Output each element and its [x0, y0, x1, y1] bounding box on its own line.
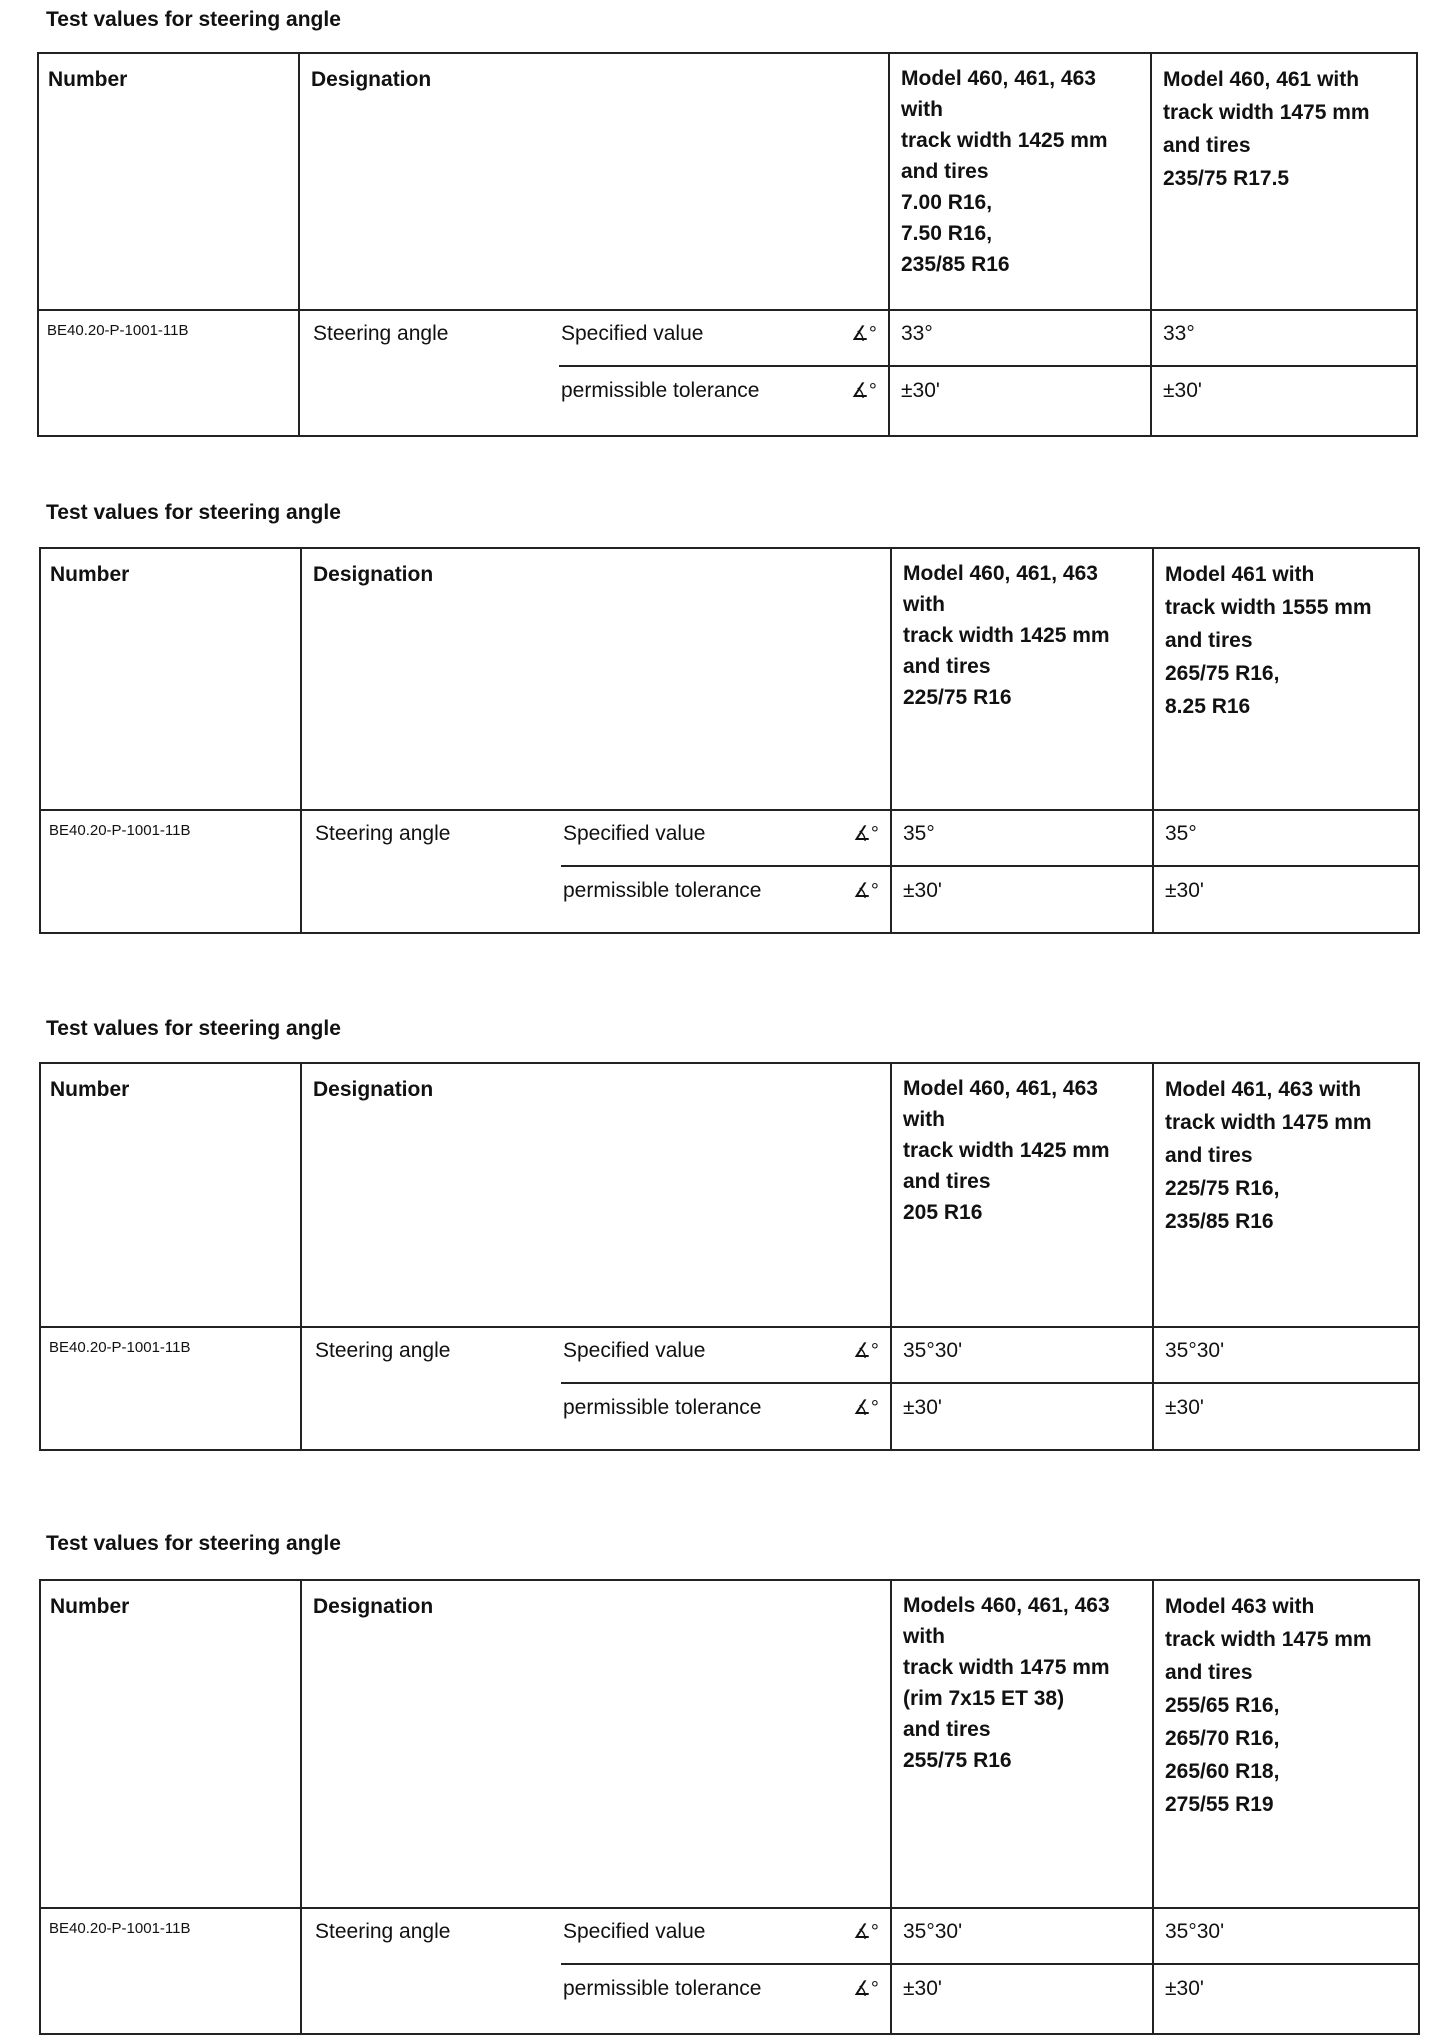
- header-number: Number: [50, 1078, 130, 1101]
- specified-value-label: Specified value: [563, 1920, 706, 1943]
- table-title: Test values for steering angle: [46, 501, 341, 524]
- specified-value-b: 35°30': [1165, 1339, 1225, 1362]
- specified-value-label: Specified value: [561, 322, 704, 345]
- specified-value-label: Specified value: [563, 1339, 706, 1362]
- designation-steering-angle: Steering angle: [315, 822, 451, 845]
- angle-icon: ∡°: [853, 823, 879, 845]
- header-designation: Designation: [313, 563, 434, 586]
- designation-steering-angle: Steering angle: [313, 322, 449, 345]
- tolerance-label: permissible tolerance: [561, 379, 760, 402]
- angle-icon: ∡°: [853, 1397, 879, 1419]
- angle-icon: ∡°: [851, 323, 877, 345]
- designation-steering-angle: Steering angle: [315, 1920, 451, 1943]
- tolerance-b: ±30': [1165, 1396, 1204, 1419]
- header-designation: Designation: [313, 1078, 434, 1101]
- specified-value-a: 33°: [901, 322, 933, 345]
- steering-angle-table: [39, 1062, 1420, 1451]
- header-designation: Designation: [311, 68, 432, 91]
- designation-steering-angle: Steering angle: [315, 1339, 451, 1362]
- tolerance-a: ±30': [903, 1977, 942, 2000]
- tolerance-a: ±30': [901, 379, 940, 402]
- specified-value-b: 35°30': [1165, 1920, 1225, 1943]
- header-designation: Designation: [313, 1595, 434, 1618]
- tolerance-b: ±30': [1163, 379, 1202, 402]
- tolerance-label: permissible tolerance: [563, 1977, 762, 2000]
- tolerance-a: ±30': [903, 879, 942, 902]
- test-number: BE40.20-P-1001-11B: [49, 1339, 191, 1356]
- specified-value-label: Specified value: [563, 822, 706, 845]
- test-number: BE40.20-P-1001-11B: [49, 822, 191, 839]
- specified-value-b: 35°: [1165, 822, 1197, 845]
- header-model-b: Model 463 with track width 1475 mm and tires 255/65 R16, 265/70 R16, 265/60 R18, 275/55 R19: [1165, 1595, 1372, 1816]
- steering-angle-table: [39, 1579, 1420, 2035]
- table-title: Test values for steering angle: [46, 1017, 341, 1040]
- steering-angle-table: [37, 52, 1418, 437]
- tolerance-label: permissible tolerance: [563, 879, 762, 902]
- header-model-a: Models 460, 461, 463 with track width 1475 mm (rim 7x15 ET 38) and tires 255/75 R16: [903, 1594, 1110, 1772]
- header-number: Number: [50, 563, 130, 586]
- header-number: Number: [48, 68, 128, 91]
- test-number: BE40.20-P-1001-11B: [49, 1920, 191, 1937]
- angle-icon: ∡°: [853, 880, 879, 902]
- tolerance-b: ±30': [1165, 1977, 1204, 2000]
- angle-icon: ∡°: [853, 1978, 879, 2000]
- header-model-a: Model 460, 461, 463 with track width 1425 mm and tires 205 R16: [903, 1077, 1110, 1224]
- header-model-a: Model 460, 461, 463 with track width 1425 mm and tires 225/75 R16: [903, 562, 1110, 709]
- tolerance-a: ±30': [903, 1396, 942, 1419]
- test-number: BE40.20-P-1001-11B: [47, 322, 189, 339]
- angle-icon: ∡°: [853, 1340, 879, 1362]
- angle-icon: ∡°: [851, 380, 877, 402]
- header-model-a: Model 460, 461, 463 with track width 1425 mm and tires 7.00 R16, 7.50 R16, 235/85 R16: [901, 67, 1108, 276]
- specified-value-a: 35°30': [903, 1920, 963, 1943]
- specified-value-b: 33°: [1163, 322, 1195, 345]
- header-model-b: Model 461, 463 with track width 1475 mm and tires 225/75 R16, 235/85 R16: [1165, 1078, 1372, 1233]
- table-title: Test values for steering angle: [46, 8, 341, 31]
- header-number: Number: [50, 1595, 130, 1618]
- angle-icon: ∡°: [853, 1921, 879, 1943]
- steering-angle-table: [39, 547, 1420, 934]
- tolerance-b: ±30': [1165, 879, 1204, 902]
- specified-value-a: 35°: [903, 822, 935, 845]
- header-model-b: Model 460, 461 with track width 1475 mm and tires 235/75 R17.5: [1163, 68, 1370, 190]
- header-model-b: Model 461 with track width 1555 mm and tires 265/75 R16, 8.25 R16: [1165, 563, 1372, 718]
- table-title: Test values for steering angle: [46, 1532, 341, 1555]
- tolerance-label: permissible tolerance: [563, 1396, 762, 1419]
- specified-value-a: 35°30': [903, 1339, 963, 1362]
